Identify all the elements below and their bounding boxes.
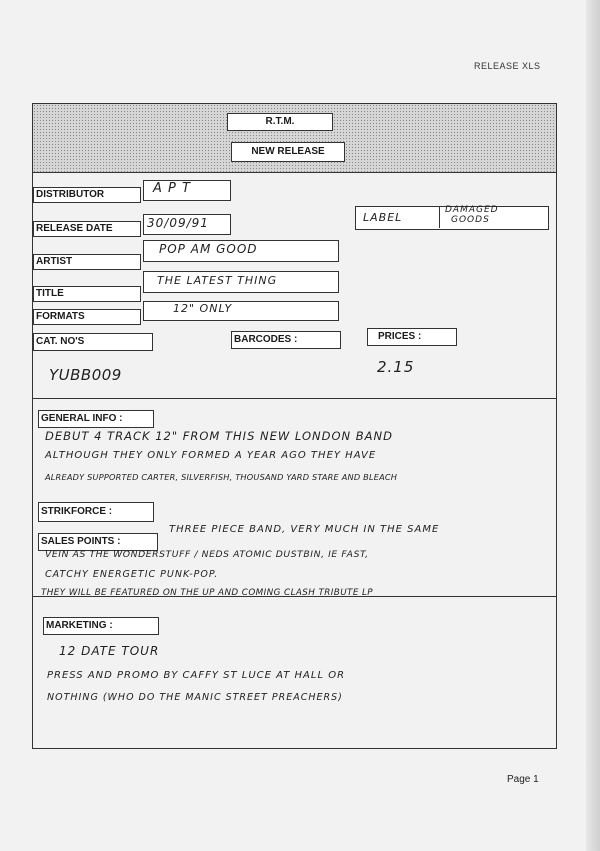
company-name: R.T.M. <box>227 113 333 131</box>
cat-no-value: YUBB009 <box>49 366 122 384</box>
formats-value: 12" ONLY <box>173 302 233 315</box>
release-date-value: 30/09/91 <box>147 216 209 230</box>
general-info-line-1: DEBUT 4 TRACK 12" FROM THIS NEW LONDON BAND <box>45 429 394 443</box>
release-form <box>32 103 557 749</box>
document-reference: RELEASE XLS <box>474 61 541 71</box>
paper-edge-shadow <box>586 0 600 851</box>
prices-label: PRICES : <box>367 328 457 346</box>
sales-points-line-4: THEY WILL BE FEATURED ON THE UP AND COMING CLASH TRIBUTE LP <box>41 588 373 598</box>
marketing-line-3: NOTHING (WHO DO THE MANIC STREET PREACHERS) <box>47 692 343 703</box>
general-info-line-2: ALTHOUGH THEY ONLY FORMED A YEAR AGO THEY HAVE <box>45 450 377 461</box>
title-value: THE LATEST THING <box>157 274 278 287</box>
sales-points-line-1: THREE PIECE BAND, VERY MUCH IN THE SAME <box>169 524 440 535</box>
sales-points-label: SALES POINTS : <box>38 533 158 551</box>
label-caption: LABEL <box>363 211 403 224</box>
form-header <box>33 104 556 173</box>
artist-label: ARTIST <box>33 254 141 270</box>
sales-points-line-2: VEIN AS THE WONDERSTUFF / NEDS ATOMIC DUSTBIN, IE FAST, <box>45 549 369 560</box>
release-date-label: RELEASE DATE <box>33 221 141 237</box>
title-label: TITLE <box>33 286 141 302</box>
general-info-label: GENERAL INFO : <box>38 410 154 428</box>
distributor-value: A P T <box>153 181 191 196</box>
artist-value: POP AM GOOD <box>159 242 258 256</box>
general-info-line-3: ALREADY SUPPORTED CARTER, SILVERFISH, THOUSAND YARD STARE AND BLEACH <box>45 472 398 482</box>
formats-label: FORMATS <box>33 309 141 325</box>
marketing-label: MARKETING : <box>43 617 159 635</box>
label-value-line1: DAMAGED <box>445 205 499 215</box>
distributor-label: DISTRIBUTOR <box>33 187 141 203</box>
barcodes-label: BARCODES : <box>231 331 341 349</box>
section-divider-1 <box>33 398 556 399</box>
marketing-line-2: PRESS AND PROMO BY CAFFY ST LUCE AT HALL OR <box>47 670 346 681</box>
label-value-line2: GOODS <box>451 215 490 225</box>
strikforce-label: STRIKFORCE : <box>38 502 154 522</box>
cat-nos-label: CAT. NO'S <box>33 333 153 351</box>
sales-points-line-3: CATCHY ENERGETIC PUNK-POP. <box>45 569 219 580</box>
price-value: 2.15 <box>377 358 415 376</box>
section-divider-2 <box>33 596 556 597</box>
label-divider <box>439 206 440 228</box>
form-title: NEW RELEASE <box>231 142 345 162</box>
marketing-line-1: 12 DATE TOUR <box>59 644 160 658</box>
page-number: Page 1 <box>507 774 539 785</box>
